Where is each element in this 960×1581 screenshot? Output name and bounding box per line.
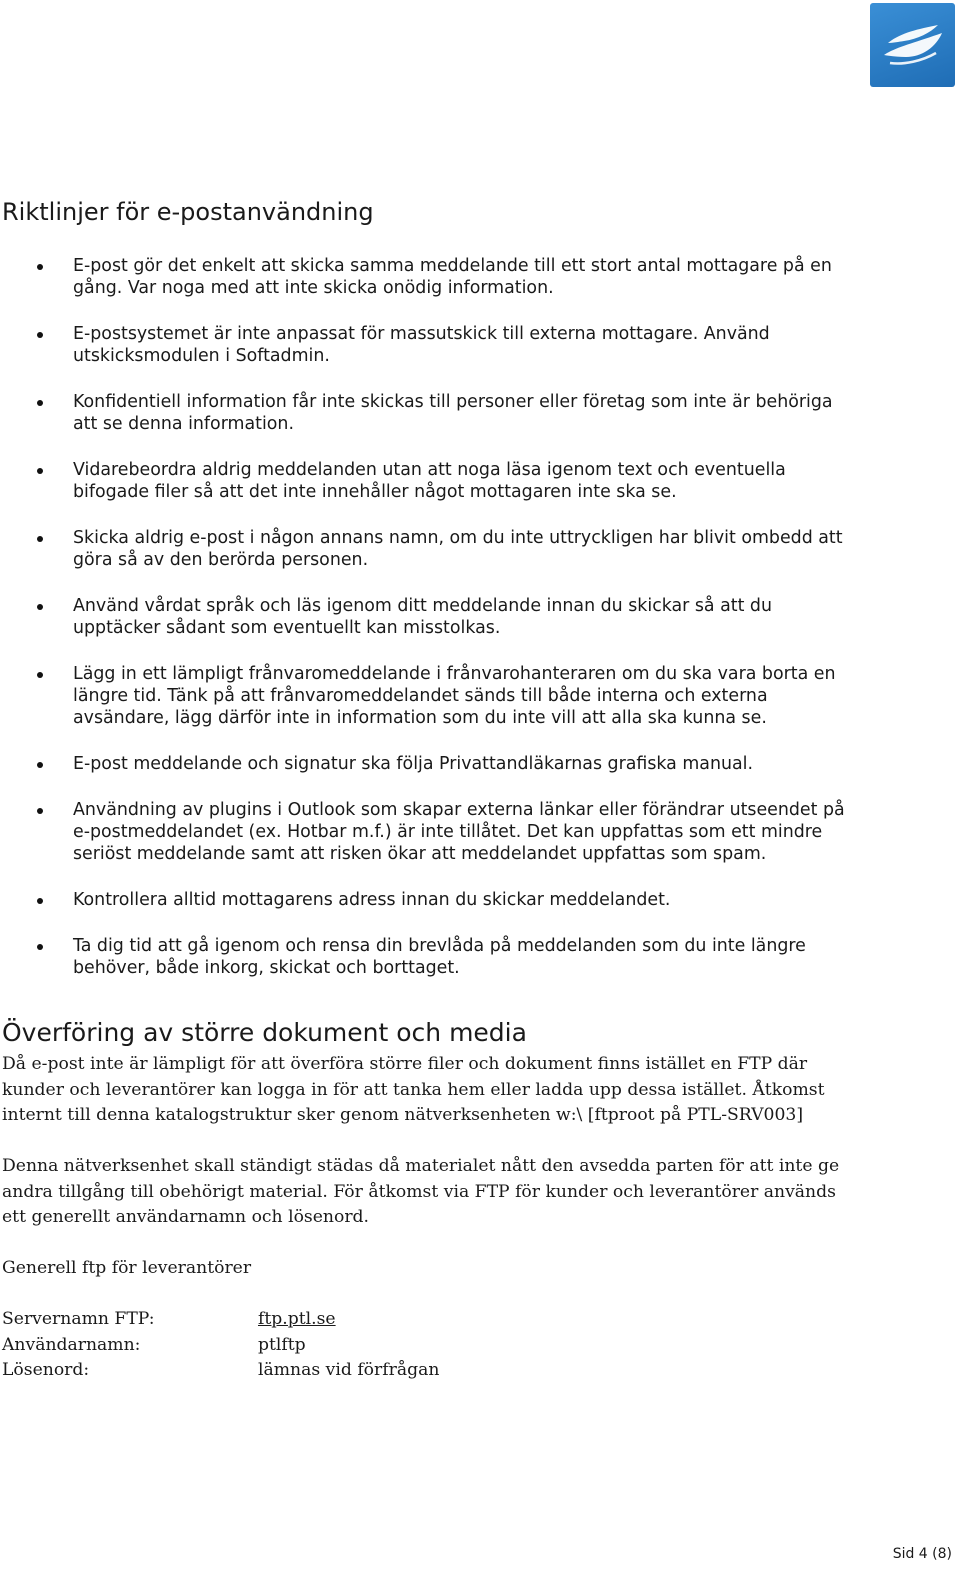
bullet-icon [37, 808, 43, 814]
list-item-text: Vidarebeordra aldrig meddelanden utan att noga läsa igenom text och eventuella bifogade filer så att det inte innehåller något mottagaren inte ska se. [73, 460, 786, 502]
transfer-paragraph-1: Då e-post inte är lämpligt för att överföra större filer och dokument finns istället en FTP där kunder och leverantörer kan logga in för att tanka hem eller ladda upp dessa istället. Åtkomst internt till denna katalogstruktur sker genom nätverksenheten w:\ [ftproot på PTL-SRV003] [2, 1054, 825, 1125]
ftp-username-label: Användarnamn: [2, 1334, 141, 1355]
list-item-text: Användning av plugins i Outlook som skapar externa länkar eller förändrar utseendet på e-postmeddelandet (ex. Hotbar m.f.) är inte tillåtet. Det kan uppfattas som ett mindre seriöst meddelande samt att risken ökar att meddelandet uppfattas som spam. [73, 800, 845, 864]
bullet-icon [37, 400, 43, 406]
list-item-text: Använd vårdat språk och läs igenom ditt meddelande innan du skickar så att du upptäcker sådant som eventuellt kan misstolkas. [73, 596, 772, 638]
bullet-icon [37, 604, 43, 610]
list-item [0, 889, 860, 911]
ftp-server-label: Servernamn FTP: [2, 1309, 155, 1329]
ftp-password-row [2, 1358, 602, 1384]
list-item [0, 935, 860, 979]
bullet-icon [37, 332, 43, 338]
list-item [0, 323, 860, 367]
ftp-username-value: ptlftp [258, 1334, 306, 1355]
list-item [0, 753, 860, 775]
page-number: Sid 4 (8) [892, 1546, 952, 1562]
list-item [0, 255, 860, 299]
bullet-icon [37, 898, 43, 904]
ftp-server-link[interactable]: ftp.ptl.se [258, 1309, 336, 1329]
bullet-icon [37, 264, 43, 270]
ftp-subtitle: Generell ftp för leverantörer [2, 1258, 252, 1278]
leaf-icon [870, 3, 955, 87]
list-item-text: Konfidentiell information får inte skickas till personer eller företag som inte är behöriga att se denna information. [73, 392, 833, 434]
list-item [0, 799, 860, 865]
list-item-text: Skicka aldrig e-post i någon annans namn, om du inte uttryckligen har blivit ombedd att göra så av den berörda personen. [73, 528, 843, 570]
list-item [0, 459, 860, 503]
list-item [0, 391, 860, 435]
list-item-text: E-postsystemet är inte anpassat för massutskick till externa mottagare. Använd utskicksmodulen i Softadmin. [73, 324, 770, 366]
ftp-credentials [2, 1307, 602, 1384]
bullet-icon [37, 536, 43, 542]
transfer-paragraph-2: Denna nätverksenhet skall ständigt städas då materialet nått den avsedda parten för att inte ge andra tillgång till obehörigt material. För åtkomst via FTP för kunder och leverantörer används ett generellt användarnamn och lösenord. [2, 1156, 840, 1227]
bullet-icon [37, 672, 43, 678]
list-item [0, 663, 860, 729]
company-logo [870, 3, 955, 87]
bullet-icon [37, 468, 43, 474]
ftp-server-row [2, 1307, 602, 1333]
guidelines-list [0, 255, 860, 1003]
list-item-text: Ta dig tid att gå igenom och rensa din brevlåda på meddelanden som du inte längre behöver, både inkorg, skickat och borttaget. [73, 936, 806, 978]
list-item [0, 527, 860, 571]
bullet-icon [37, 944, 43, 950]
list-item-text: E-post gör det enkelt att skicka samma meddelande till ett stort antal mottagare på en gång. Var noga med att inte skicka onödig information. [73, 256, 832, 298]
list-item [0, 595, 860, 639]
ftp-password-value: lämnas vid förfrågan [258, 1360, 440, 1380]
list-item-text: E-post meddelande och signatur ska följa Privattandläkarnas grafiska manual. [73, 754, 754, 774]
ftp-password-label: Lösenord: [2, 1360, 90, 1380]
section-title-file-transfer: Överföring av större dokument och media [2, 1018, 527, 1047]
list-item-text: Kontrollera alltid mottagarens adress innan du skickar meddelandet. [73, 890, 671, 910]
bullet-icon [37, 762, 43, 768]
list-item-text: Lägg in ett lämpligt frånvaromeddelande i frånvarohanteraren om du ska vara borta en längre tid. Tänk på att frånvaromeddelandet sänds till både interna och externa avsändare, lägg därför inte in information som du inte vill att alla ska kunna se. [73, 664, 836, 728]
ftp-username-row [2, 1333, 602, 1359]
section-title-email-guidelines: Riktlinjer för e-postanvändning [2, 198, 374, 226]
